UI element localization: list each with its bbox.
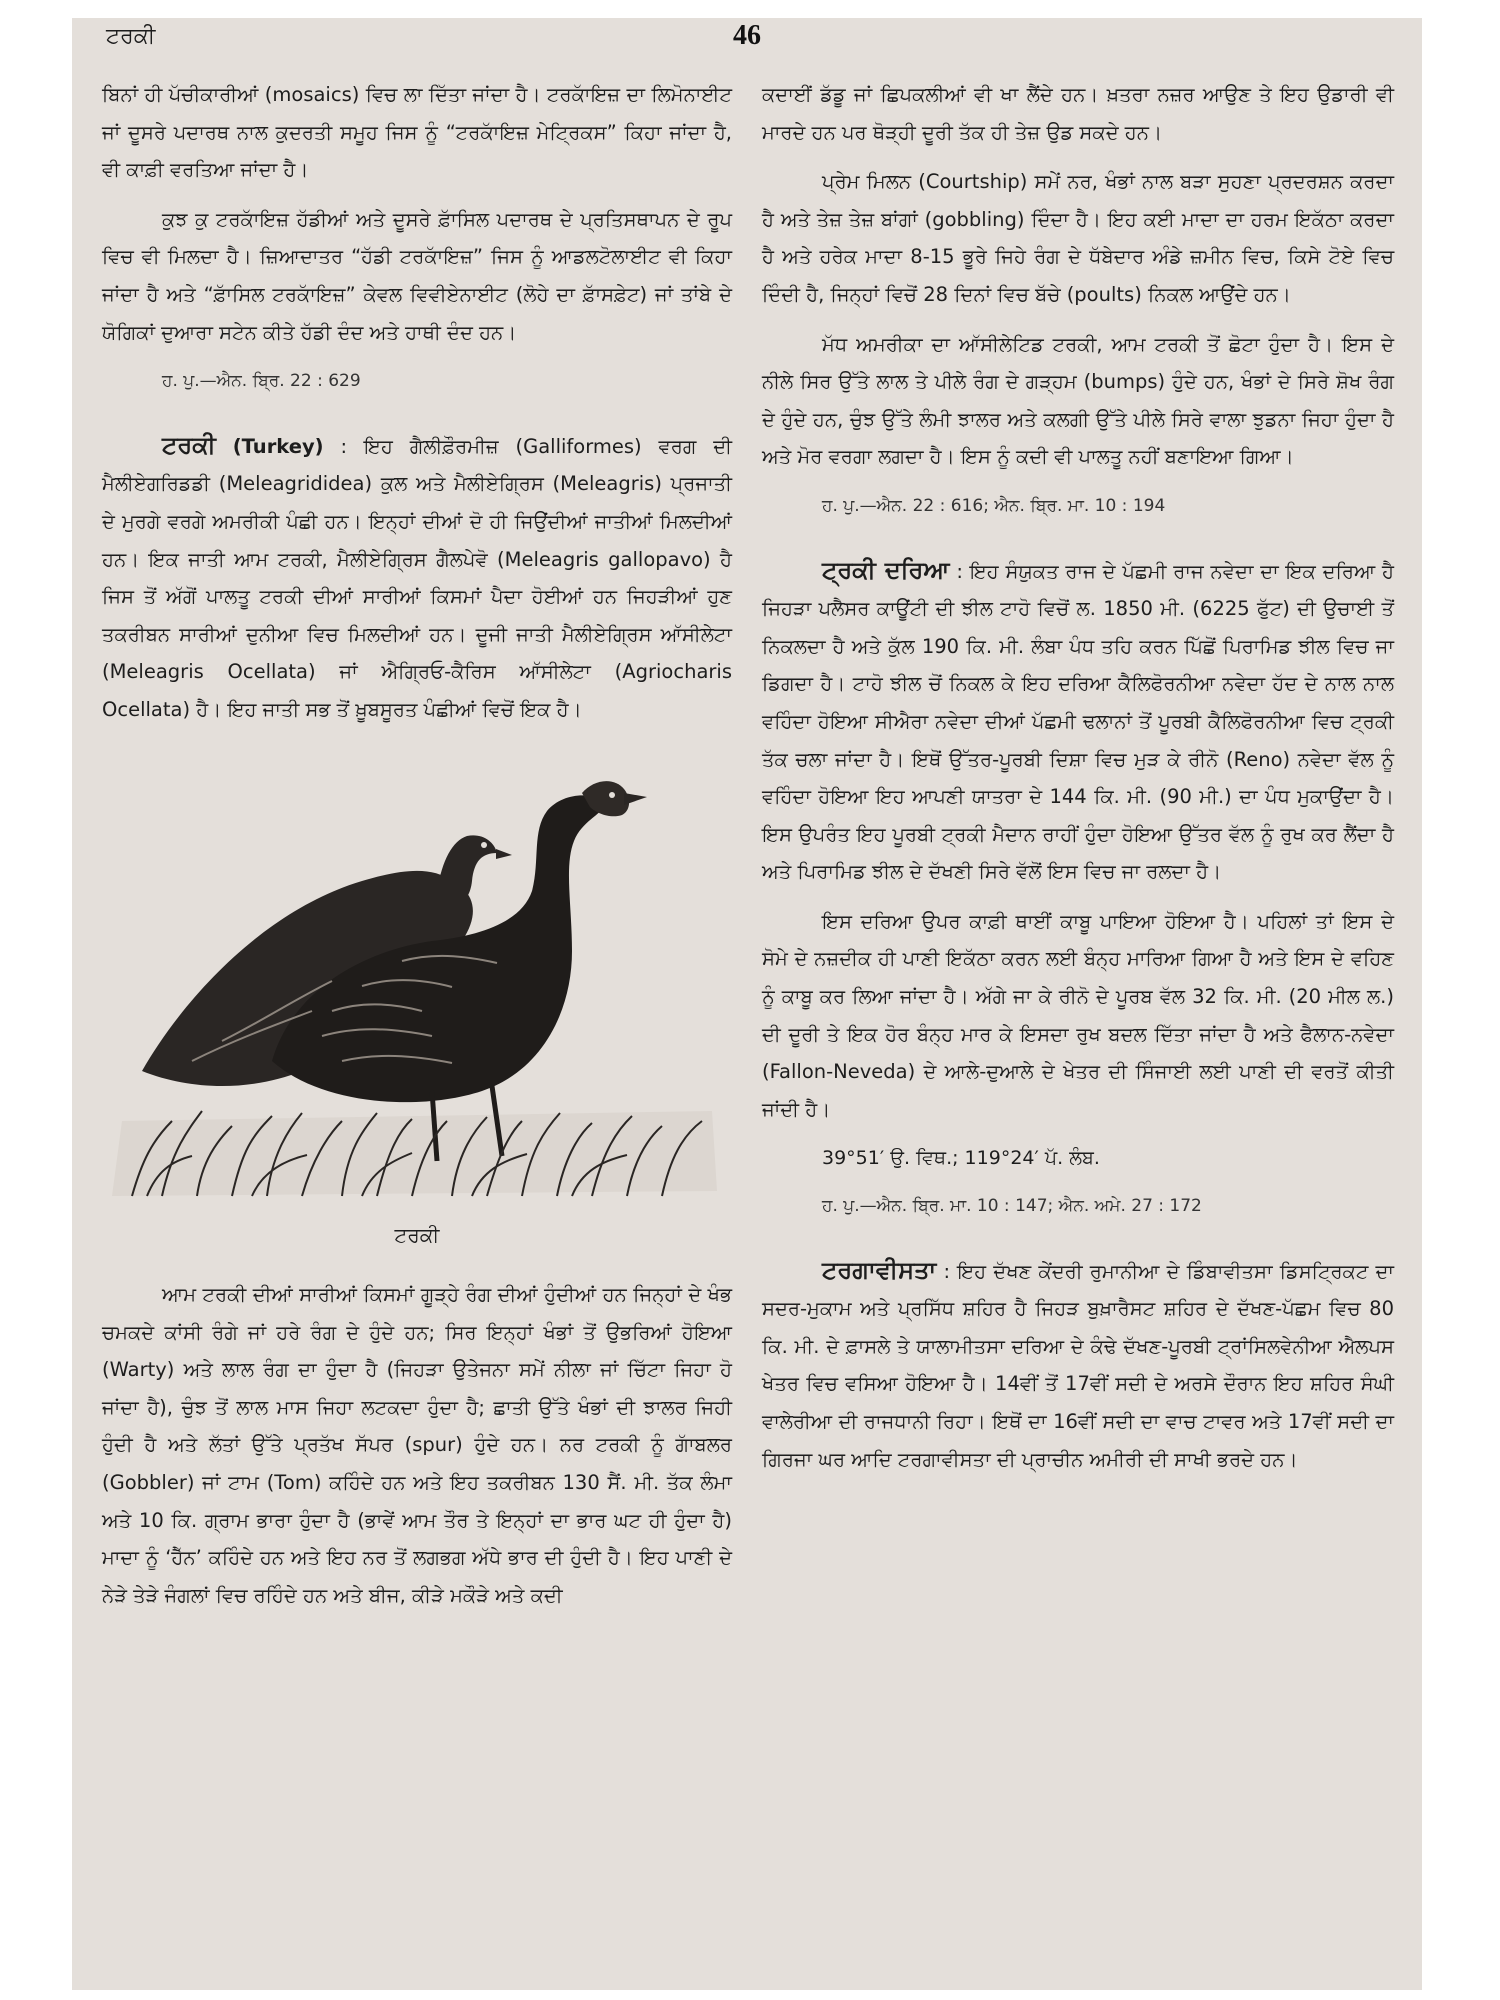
reference-note: ਹ. ਪੁ.—ਐਨ. ਬ੍ਰਿ. 22 : 629 [162,371,361,392]
paragraph-fossil-turquoise: ਕੁਝ ਕੁ ਟਰਕਾੱਇਜ਼ ਹੱਡੀਆਂ ਅਤੇ ਦੂਸਰੇ ਫ਼ਾੱਸਿਲ ਪਦਾਰਥ ਦੇ ਪ੍ਰਤਿਸਥਾਪਨ ਦੇ ਰੂਪ ਵਿਚ ਵੀ ਮਿਲਦਾ ਹੈ। ਜ਼ਿਆਦਾਤਰ “ਹੱਡੀ ਟਰਕਾੱਇਜ਼” ਜਿਸ ਨੂੰ ਆਡਲਟੋਲਾਈਟ ਵੀ ਕਿਹਾ ਜਾਂਦਾ ਹੈ ਅਤੇ “ਫ਼ਾੱਸਿਲ ਟਰਕਾੱਇਜ਼” ਕੇਵਲ ਵਿਵੀਏਨਾਈਟ (ਲੋਹੇ ਦਾ ਫ਼ਾੱਸਫ਼ੇਟ) ਜਾਂ ਤਾਂਬੇ ਦੇ ਯੋਗਿਕਾਂ ਦੁਆਰਾ ਸਟੇਨ ਕੀਤੇ ਹੱਡੀ ਦੰਦ ਅਤੇ ਹਾਥੀ ਦੰਦ ਹਨ। [102,207,732,344]
reference-note: ਹ. ਪੁ.—ਐਨ. ਬ੍ਰਿ. ਮਾ. 10 : 147; ਐਨ. ਅਮੇ. 27 : 172 [822,1196,1202,1217]
entry-headword: ਟ੍ਰਕੀ ਦਰਿਆ [822,555,950,584]
reference-note: ਹ. ਪੁ.—ਐਨ. 22 : 616; ਐਨ. ਬ੍ਰਿ. ਮਾ. 10 : 194 [822,495,1166,516]
encyclopedia-page [72,18,1422,1990]
figure-caption: ਟਰਕੀ [394,1222,440,1247]
entry-body: : ਇਹ ਦੱਖਣ ਕੇਂਦਰੀ ਰੁਮਾਨੀਆ ਦੇ ਡਿੰਬਾਵੀਤਸਾ ਡਿਸਟ੍ਰਿਕਟ ਦਾ ਸਦਰ-ਮੁਕਾਮ ਅਤੇ ਪ੍ਰਸਿੱਧ ਸ਼ਹਿਰ ਹੈ ਜਿਹੜ ਬੁਖ਼ਾਰੈਸਟ ਸ਼ਹਿਰ ਦੇ ਦੱਖਣ-ਪੱਛਮ ਵਿਚ 80 ਕਿ. ਮੀ. ਦੇ ਫ਼ਾਸਲੇ ਤੇ ਯਾਲਾਮੀਤਸਾ ਦਰਿਆ ਦੇ ਕੰਢੇ ਦੱਖਣ-ਪੂਰਬੀ ਟ੍ਰਾਂਸਿਲਵੇਨੀਆ ਐਲਪਸ ਖੇਤਰ ਵਿਚ ਵਸਿਆ ਹੋਇਆ ਹੈ। 14ਵੀਂ ਤੋਂ 17ਵੀਂ ਸਦੀ ਦੇ ਅਰਸੇ ਦੌਰਾਨ ਇਹ ਸ਼ਹਿਰ ਸੰਘੀ ਵਾਲੇਰੀਆ ਦੀ ਰਾਜਧਾਨੀ ਰਿਹਾ। ਇਥੋਂ ਦਾ 16ਵੀਂ ਸਦੀ ਦਾ ਵਾਚ ਟਾਵਰ ਅਤੇ 17ਵੀਂ ਸਦੀ ਦਾ ਗਿਰਜਾ ਘਰ ਆਦਿ ਟਰਗਾਵੀਸਤਾ ਦੀ ਪ੍ਰਾਚੀਨ ਅਮੀਰੀ ਦੀ ਸਾਖੀ ਭਰਦੇ ਹਨ। [762,1259,1394,1471]
entry-english-term: (Turkey) [232,434,324,458]
page-number: 46 [733,20,761,51]
entry-body: : ਇਹ ਗੈਲੀਫ਼ੌਰਮੀਜ਼ (Galliformes) ਵਰਗ ਦੀ ਮੈਲੀਏਗਰਿਡਡੀ (Meleagrididea) ਕੁਲ ਅਤੇ ਮੈਲੀਏਗ੍ਰਿਸ (Meleagris) ਪ੍ਰਜਾਤੀ ਦੇ ਮੁਰਗੇ ਵਰਗੇ ਅਮਰੀਕੀ ਪੰਛੀ ਹਨ। ਇਨ੍ਹਾਂ ਦੀਆਂ ਦੋ ਹੀ ਜਿਉਂਦੀਆਂ ਜਾਤੀਆਂ ਮਿਲਦੀਆਂ ਹਨ। ਇਕ ਜਾਤੀ ਆਮ ਟਰਕੀ, ਮੈਲੀਏਗ੍ਰਿਸ ਗੈਲਪੇਵੋ (Meleagris gallopavo) ਹੈ ਜਿਸ ਤੋਂ ਅੱਗੋਂ ਪਾਲਤੂ ਟਰਕੀ ਦੀਆਂ ਸਾਰੀਆਂ ਕਿਸਮਾਂ ਪੈਦਾ ਹੋਈਆਂ ਹਨ ਜਿਹੜੀਆਂ ਹੁਣ ਤਕਰੀਬਨ ਸਾਰੀਆਂ ਦੁਨੀਆ ਵਿਚ ਮਿਲਦੀਆਂ ਹਨ। ਦੂਜੀ ਜਾਤੀ ਮੈਲੀਏਗ੍ਰਿਸ ਆੱਸੀਲੇਟਾ (Meleagris Ocellata) ਜਾਂ ਐਗ੍ਰਿਓ-ਕੈਰਿਸ ਆੱਸੀਲੇਟਾ (Agriocharis Ocellata) ਹੈ। ਇਹ ਜਾਤੀ ਸਭ ਤੋਂ ਖ਼ੂਬਸੂਰਤ ਪੰਛੀਆਂ ਵਿਚੋਂ ਇਕ ਹੈ। [102,434,733,721]
right-column [762,76,1394,1490]
entry-turkey [102,427,732,729]
coordinates: 39°51′ ਉ. ਵਿਥ.; 119°24′ ਪੱ. ਲੰਬ. [822,1147,1100,1170]
rear-turkey-neck [437,835,497,907]
entry-headword: ਟਰਗਾਵੀਸਤਾ [822,1255,937,1284]
left-column [102,76,732,1626]
paragraph-ocellated-turkey: ਮੱਧ ਅਮਰੀਕਾ ਦਾ ਆੱਸੀਲੇਟਿਡ ਟਰਕੀ, ਆਮ ਟਰਕੀ ਤੋਂ ਛੋਟਾ ਹੁੰਦਾ ਹੈ। ਇਸ ਦੇ ਨੀਲੇ ਸਿਰ ਉੱਤੇ ਲਾਲ ਤੇ ਪੀਲੇ ਰੰਗ ਦੇ ਗੜ੍ਹਮ (bumps) ਹੁੰਦੇ ਹਨ, ਖੰਭਾਂ ਦੇ ਸਿਰੇ ਸ਼ੋਖ ਰੰਗ ਦੇ ਹੁੰਦੇ ਹਨ, ਚੁੰਝ ਉੱਤੇ ਲੰਮੀ ਝਾਲਰ ਅਤੇ ਕਲਗੀ ਉੱਤੇ ਪੀਲੇ ਸਿਰੇ ਵਾਲਾ ਝੁਡਨਾ ਜਿਹਾ ਹੁੰਦਾ ਹੈ ਅਤੇ ਮੋਰ ਵਰਗਾ ਲਗਦਾ ਹੈ। ਇਸ ਨੂੰ ਕਦੀ ਵੀ ਪਾਲਤੂ ਨਹੀਂ ਬਣਾਇਆ ਗਿਆ। [762,332,1394,469]
entry-truckee-river [762,552,1394,891]
paragraph-turkey-description: ਆਮ ਟਰਕੀ ਦੀਆਂ ਸਾਰੀਆਂ ਕਿਸਮਾਂ ਗੂੜ੍ਹੇ ਰੰਗ ਦੀਆਂ ਹੁੰਦੀਆਂ ਹਨ ਜਿਨ੍ਹਾਂ ਦੇ ਖੰਭ ਚਮਕਦੇ ਕਾਂਸੀ ਰੰਗੇ ਜਾਂ ਹਰੇ ਰੰਗ ਦੇ ਹੁੰਦੇ ਹਨ; ਸਿਰ ਇਨ੍ਹਾਂ ਖੰਭਾਂ ਤੋਂ ਉਭਰਿਆਂ ਹੋਇਆ (Warty) ਅਤੇ ਲਾਲ ਰੰਗ ਦਾ ਹੁੰਦਾ ਹੈ (ਜਿਹੜਾ ਉਤੇਜਨਾ ਸਮੇਂ ਨੀਲਾ ਜਾਂ ਚਿੱਟਾ ਜਿਹਾ ਹੋ ਜਾਂਦਾ ਹੈ), ਚੁੰਝ ਤੋਂ ਲਾਲ ਮਾਸ ਜਿਹਾ ਲਟਕਦਾ ਹੁੰਦਾ ਹੈ; ਛਾਤੀ ਉੱਤੇ ਖੰਭਾਂ ਦੀ ਝਾਲਰ ਜਿਹੀ ਹੁੰਦੀ ਹੈ ਅਤੇ ਲੱਤਾਂ ਉੱਤੇ ਪ੍ਰਤੱਖ ਸੱਪਰ (spur) ਹੁੰਦੇ ਹਨ। ਨਰ ਟਰਕੀ ਨੂੰ ਗਾੱਬਲਰ (Gobbler) ਜਾਂ ਟਾਮ (Tom) ਕਹਿੰਦੇ ਹਨ ਅਤੇ ਇਹ ਤਕਰੀਬਨ 130 ਸੈਂ. ਮੀ. ਤੱਕ ਲੰਮਾ ਅਤੇ 10 ਕਿ. ਗ੍ਰਾਮ ਭਾਰਾ ਹੁੰਦਾ ਹੈ (ਭਾਵੇਂ ਆਮ ਤੌਰ ਤੇ ਇਨ੍ਹਾਂ ਦਾ ਭਾਰ ਘਟ ਹੀ ਹੁੰਦਾ ਹੈ) ਮਾਦਾ ਨੂੰ ‘ਹੈੱਨ’ ਕਹਿੰਦੇ ਹਨ ਅਤੇ ਇਹ ਨਰ ਤੋਂ ਲਗਭਗ ਅੱਧੇ ਭਾਰ ਦੀ ਹੁੰਦੀ ਹੈ। ਇਹ ਪਾਣੀ ਦੇ ਨੇੜੇ ਤੇੜੇ ਜੰਗਲਾਂ ਵਿਚ ਰਹਿੰਦੇ ਹਨ ਅਤੇ ਬੀਜ, ਕੀੜੇ ਮਕੌੜੇ ਅਤੇ ਕਦੀ [102,1283,732,1607]
page-header [72,18,1422,78]
paragraph-courtship: ਪ੍ਰੇਮ ਮਿਲਨ (Courtship) ਸਮੇਂ ਨਰ, ਖੰਭਾਂ ਨਾਲ ਬੜਾ ਸੁਹਣਾ ਪ੍ਰਦਰਸ਼ਨ ਕਰਦਾ ਹੈ ਅਤੇ ਤੇਜ਼ ਤੇਜ਼ ਬਾਂਗਾਂ (gobbling) ਦਿੰਦਾ ਹੈ। ਇਹ ਕਈ ਮਾਦਾ ਦਾ ਹਰਮ ਇਕੱਠਾ ਕਰਦਾ ਹੈ ਅਤੇ ਹਰੇਕ ਮਾਦਾ 8-15 ਭੂਰੇ ਜਿਹੇ ਰੰਗ ਦੇ ਧੱਬੇਦਾਰ ਅੰਡੇ ਜ਼ਮੀਨ ਵਿਚ, ਕਿਸੇ ਟੋਏ ਵਿਚ ਦਿੰਦੀ ਹੈ, ਜਿਨ੍ਹਾਂ ਵਿਚੋਂ 28 ਦਿਨਾਂ ਵਿਚ ਬੱਚੇ (poults) ਨਿਕਲ ਆਉਂਦੇ ਹਨ। [762,170,1394,306]
turkey-drawing [102,741,732,1201]
front-turkey-beak [624,793,647,805]
rear-turkey-beak [496,849,512,859]
paragraph-river-control: ਇਸ ਦਰਿਆ ਉਪਰ ਕਾਫ਼ੀ ਥਾਈਂ ਕਾਬੂ ਪਾਇਆ ਹੋਇਆ ਹੈ। ਪਹਿਲਾਂ ਤਾਂ ਇਸ ਦੇ ਸੋਮੇ ਦੇ ਨਜ਼ਦੀਕ ਹੀ ਪਾਣੀ ਇਕੱਠਾ ਕਰਨ ਲਈ ਬੰਨ੍ਹ ਮਾਰਿਆ ਗਿਆ ਹੈ ਅਤੇ ਇਸ ਦੇ ਵਹਿਣ ਨੂੰ ਕਾਬੂ ਕਰ ਲਿਆ ਜਾਂਦਾ ਹੈ। ਅੱਗੇ ਜਾ ਕੇ ਰੀਨੋ ਦੇ ਪੂਰਬ ਵੱਲ 32 ਕਿ. ਮੀ. (20 ਮੀਲ ਲ.) ਦੀ ਦੂਰੀ ਤੇ ਇਕ ਹੋਰ ਬੰਨ੍ਹ ਮਾਰ ਕੇ ਇਸਦਾ ਰੁਖ ਬਦਲ ਦਿੱਤਾ ਜਾਂਦਾ ਹੈ ਅਤੇ ਫੈਲਾਨ-ਨਵੇਦਾ (Fallon-Neveda) ਦੇ ਆਲੇ-ਦੁਆਲੇ ਦੇ ਖੇਤਰ ਦੀ ਸਿੰਜਾਈ ਲਈ ਪਾਣੀ ਦੀ ਵਰਤੋਂ ਕੀਤੀ ਜਾਂਦੀ ਹੈ। [762,909,1394,1121]
turkey-illustration [102,741,732,1201]
rear-turkey-eye [481,842,487,848]
paragraph-turquoise-end: ਬਿਨਾਂ ਹੀ ਪੱਚੀਕਾਰੀਆਂ (mosaics) ਵਿਚ ਲਾ ਦਿੱਤਾ ਜਾਂਦਾ ਹੈ। ਟਰਕਾੱਇਜ਼ ਦਾ ਲਿਮੋਨਾਈਟ ਜਾਂ ਦੂਸਰੇ ਪਦਾਰਥ ਨਾਲ ਕੁਦਰਤੀ ਸਮੂਹ ਜਿਸ ਨੂੰ “ਟਰਕਾੱਇਜ਼ ਮੇਟ੍ਰਿਕਸ” ਕਿਹਾ ਜਾਂਦਾ ਹੈ, ਵੀ ਕਾਫ਼ੀ ਵਰਤਿਆ ਜਾਂਦਾ ਹੈ। [102,83,732,182]
paragraph-turkey-flight: ਕਦਾਈਂ ਡੱਡੂ ਜਾਂ ਛਿਪਕਲੀਆਂ ਵੀ ਖਾ ਲੈਂਦੇ ਹਨ। ਖ਼ਤਰਾ ਨਜ਼ਰ ਆਉਣ ਤੇ ਇਹ ਉਡਾਰੀ ਵੀ ਮਾਰਦੇ ਹਨ ਪਰ ਥੋੜ੍ਹੀ ਦੂਰੀ ਤੱਕ ਹੀ ਤੇਜ਼ ਉਡ ਸਕਦੇ ਹਨ। [762,83,1394,144]
entry-headword: ਟਰਕੀ [162,430,216,459]
entry-targoviste [762,1252,1394,1479]
front-turkey-eye [609,792,615,798]
entry-body: : ਇਹ ਸੰਯੁਕਤ ਰਾਜ ਦੇ ਪੱਛਮੀ ਰਾਜ ਨਵੇਦਾ ਦਾ ਇਕ ਦਰਿਆ ਹੈ ਜਿਹੜਾ ਪਲੈਸਰ ਕਾਊਂਟੀ ਦੀ ਝੀਲ ਟਾਹੋ ਵਿਚੋਂ ਲ. 1850 ਮੀ. (6225 ਫੁੱਟ) ਦੀ ਉਚਾਈ ਤੋਂ ਨਿਕਲਦਾ ਹੈ ਅਤੇ ਕੁੱਲ 190 ਕਿ. ਮੀ. ਲੰਬਾ ਪੰਧ ਤਹਿ ਕਰਨ ਪਿੱਛੋਂ ਪਿਰਾਮਿਡ ਝੀਲ ਵਿਚ ਜਾ ਡਿਗਦਾ ਹੈ। ਟਾਹੋ ਝੀਲ ਚੋਂ ਨਿਕਲ ਕੇ ਇਹ ਦਰਿਆ ਕੈਲਿਫੋਰਨੀਆ ਨਵੇਦਾ ਹੱਦ ਦੇ ਨਾਲ ਨਾਲ ਵਹਿੰਦਾ ਹੋਇਆ ਸੀਐਰਾ ਨਵੇਦਾ ਦੀਆਂ ਪੱਛਮੀ ਢਲਾਨਾਂ ਤੋਂ ਪੂਰਬੀ ਕੈਲਿਫੋਰਨੀਆ ਵਿਚ ਟ੍ਰਕੀ ਤੱਕ ਚਲਾ ਜਾਂਦਾ ਹੈ। ਇਥੋਂ ਉੱਤਰ-ਪੂਰਬੀ ਦਿਸ਼ਾ ਵਿਚ ਮੁੜ ਕੇ ਰੀਨੋ (Reno) ਨਵੇਦਾ ਵੱਲ ਨੂੰ ਵਹਿੰਦਾ ਹੋਇਆ ਇਹ ਆਪਣੀ ਯਾਤਰਾ ਦੇ 144 ਕਿ. ਮੀ. (90 ਮੀ.) ਦਾ ਪੰਧ ਮੁਕਾਉਂਦਾ ਹੈ। ਇਸ ਉਪਰੰਤ ਇਹ ਪੂਰਬੀ ਟ੍ਰਕੀ ਮੈਦਾਨ ਰਾਹੀਂ ਹੁੰਦਾ ਹੋਇਆ ਉੱਤਰ ਵੱਲ ਨੂੰ ਰੁਖ ਕਰ ਲੈਂਦਾ ਹੈ ਅਤੇ ਪਿਰਾਮਿਡ ਝੀਲ ਦੇ ਦੱਖਣੀ ਸਿਰੇ ਵੱਲੋਂ ਇਸ ਵਿਚ ਜਾ ਰਲਦਾ ਹੈ। [762,559,1394,884]
running-head: ਟਰਕੀ [106,24,156,49]
